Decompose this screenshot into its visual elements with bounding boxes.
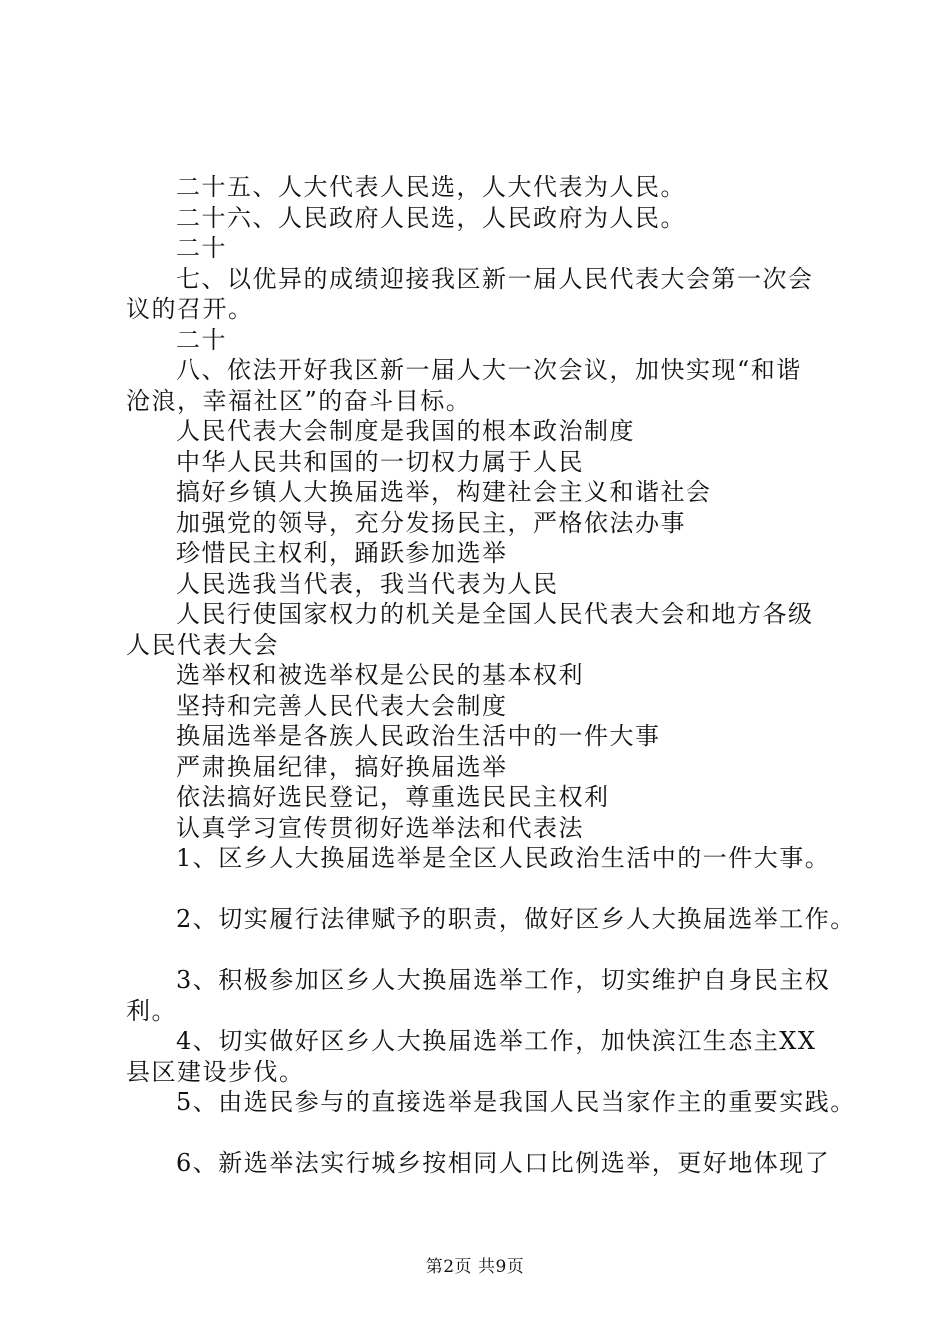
text-line: 换届选举是各族人民政治生活中的一件大事 bbox=[176, 722, 661, 750]
paragraph-gap bbox=[126, 1118, 836, 1149]
page-number-label: 第2页 共9页 bbox=[425, 1257, 525, 1277]
paragraph-gap bbox=[126, 935, 836, 966]
text-line: 利。 bbox=[126, 996, 177, 1025]
text-line: 1、区乡人大换届选举是全区人民政治生活中的一件大事。 bbox=[176, 844, 831, 872]
text-line: 搞好乡镇人大换届选举，构建社会主义和谐社会 bbox=[176, 478, 712, 506]
text-line: 严肃换届纪律，搞好换届选举 bbox=[176, 752, 508, 781]
text-line: 县区建设步伐。 bbox=[126, 1057, 305, 1086]
text-line: 人民行使国家权力的机关是全国人民代表大会和地方各级 bbox=[176, 600, 814, 628]
document-body bbox=[126, 172, 856, 1179]
text-line: 坚持和完善人民代表大会制度 bbox=[176, 691, 508, 720]
text-line: 二十六、人民政府人民选，人民政府为人民。 bbox=[176, 203, 686, 232]
text-line: 七、以优异的成绩迎接我区新一届人民代表大会第一次会 bbox=[176, 264, 814, 293]
text-line: 二十五、人大代表人民选，人大代表为人民。 bbox=[176, 173, 686, 201]
text-line: 5、由选民参与的直接选举是我国人民当家作主的重要实践。 bbox=[176, 1088, 856, 1116]
text-line: 沧浪，幸福社区”的奋斗目标。 bbox=[126, 386, 472, 415]
text-line: 认真学习宣传贯彻好选举法和代表法 bbox=[176, 813, 584, 842]
text-line: 人民代表大会 bbox=[126, 630, 279, 659]
text-line: 珍惜民主权利，踊跃参加选举 bbox=[176, 539, 508, 567]
text-line: 4、切实做好区乡人大换届选举工作，加快滨江生态主XX bbox=[176, 1027, 817, 1055]
text-line: 中华人民共和国的一切权力属于人民 bbox=[176, 447, 584, 476]
text-line: 二十 bbox=[176, 325, 227, 354]
text-line: 人民选我当代表，我当代表为人民 bbox=[176, 569, 559, 598]
text-line: 加强党的领导，充分发扬民主，严格依法办事 bbox=[176, 508, 686, 537]
page-footer bbox=[0, 1256, 950, 1278]
text-line: 人民代表大会制度是我国的根本政治制度 bbox=[176, 417, 635, 445]
text-line: 依法搞好选民登记，尊重选民民主权利 bbox=[176, 783, 610, 811]
text-line: 3、积极参加区乡人大换届选举工作，切实维护自身民主权 bbox=[176, 966, 831, 994]
text-line: 选举权和被选举权是公民的基本权利 bbox=[176, 661, 584, 689]
text-line: 6、新选举法实行城乡按相同人口比例选举，更好地体现了 bbox=[176, 1149, 831, 1177]
paragraph-gap bbox=[126, 874, 836, 905]
text-line: 二十 bbox=[176, 234, 227, 262]
text-line: 2、切实履行法律赋予的职责，做好区乡人大换届选举工作。 bbox=[176, 905, 856, 933]
text-line: 八、依法开好我区新一届人大一次会议，加快实现“和谐 bbox=[176, 356, 802, 384]
text-line: 议的召开。 bbox=[126, 295, 254, 323]
